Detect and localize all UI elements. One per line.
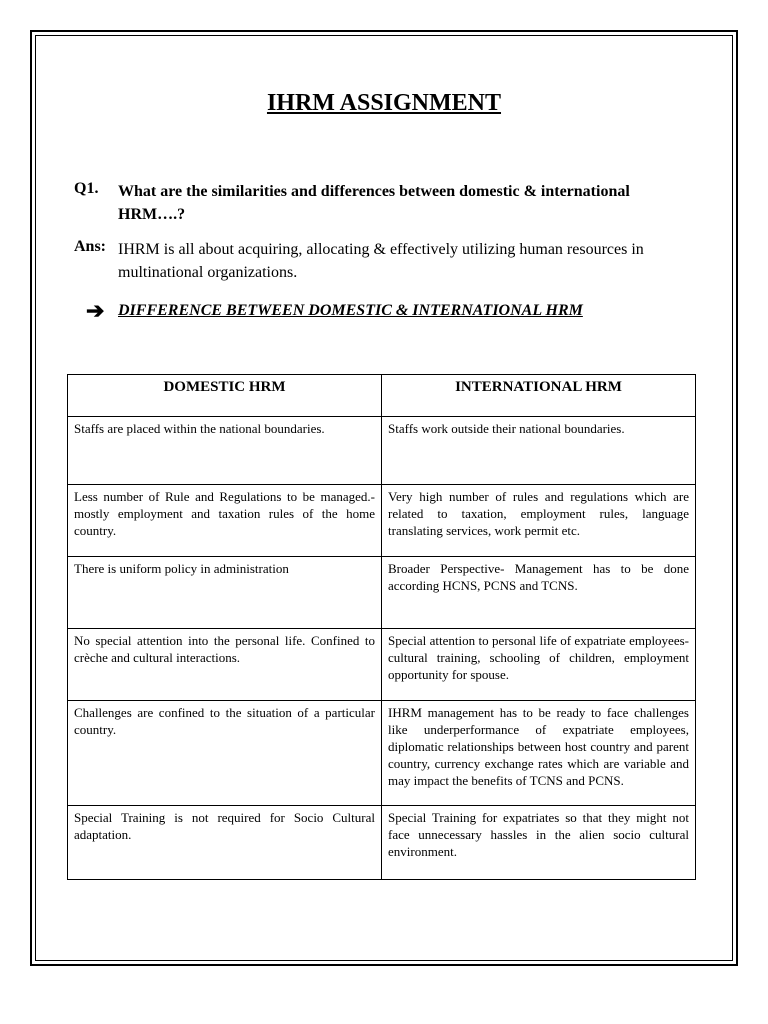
table-cell-domestic: Staffs are placed within the national boundaries. bbox=[68, 417, 382, 485]
table-cell-international: Staffs work outside their national boundaries. bbox=[382, 417, 696, 485]
table-row bbox=[68, 629, 696, 701]
column-header-domestic: DOMESTIC HRM bbox=[68, 375, 382, 417]
table-cell-domestic: Challenges are confined to the situation of a particular country. bbox=[68, 701, 382, 806]
question-label: Q1. bbox=[74, 180, 99, 197]
answer-label: Ans: bbox=[74, 238, 107, 255]
comparison-table bbox=[67, 374, 696, 880]
table-cell-domestic: Special Training is not required for Socio Cultural adaptation. bbox=[68, 806, 382, 880]
table-row bbox=[68, 557, 696, 629]
table-cell-domestic: No special attention into the personal life. Confined to crèche and cultural interactions. bbox=[68, 629, 382, 701]
table-cell-international: Special attention to personal life of expatriate employees- cultural training, schooling of children, employment opportunity for spouse. bbox=[382, 629, 696, 701]
table-cell-domestic: There is uniform policy in administration bbox=[68, 557, 382, 629]
table-row bbox=[68, 806, 696, 880]
table-cell-international: Very high number of rules and regulations which are related to taxation, employment rules, language translating services, work permit etc. bbox=[382, 485, 696, 557]
table-cell-international: IHRM management has to be ready to face challenges like underperformance of expatriate employees, diplomatic relationships between host country and parent country, currency exchange rates which are variable and may impact the benefits of TCNS and PCNS. bbox=[382, 701, 696, 806]
table-cell-international: Special Training for expatriates so that they might not face unnecessary hassles in the alien socio cultural environment. bbox=[382, 806, 696, 880]
table-row bbox=[68, 417, 696, 485]
table-row bbox=[68, 701, 696, 806]
table-cell-domestic: Less number of Rule and Regulations to be managed.- mostly employment and taxation rules of the home country. bbox=[68, 485, 382, 557]
page-title: IHRM ASSIGNMENT bbox=[266, 90, 502, 116]
table-cell-international: Broader Perspective- Management has to be done according HCNS, PCNS and TCNS. bbox=[382, 557, 696, 629]
table-header-row bbox=[68, 375, 696, 417]
column-header-international: INTERNATIONAL HRM bbox=[382, 375, 696, 417]
section-subheading: DIFFERENCE BETWEEN DOMESTIC & INTERNATIONAL HRM bbox=[118, 302, 583, 319]
table-row bbox=[68, 485, 696, 557]
right-arrow-icon: ➔ bbox=[86, 298, 105, 323]
answer-text: IHRM is all about acquiring, allocating & effectively utilizing human resources in multinational organizations. bbox=[118, 241, 644, 281]
question-text: What are the similarities and differences between domestic & international HRM….? bbox=[118, 183, 630, 223]
